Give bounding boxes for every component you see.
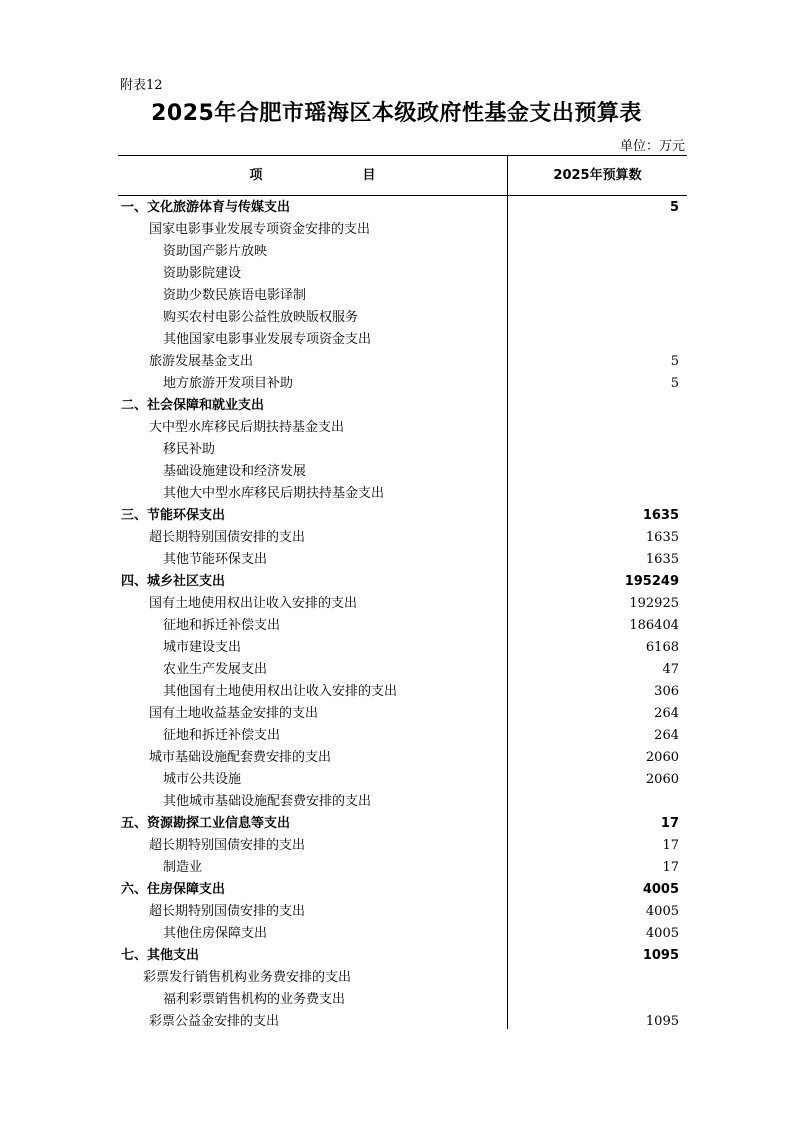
row-name: 国家电影事业发展专项资金安排的支出 [149, 222, 371, 237]
row-value: 195249 [624, 574, 679, 589]
row-value: 1095 [642, 948, 679, 963]
row-value: 5 [670, 354, 679, 369]
row-name: 国有土地收益基金安排的支出 [149, 706, 319, 721]
unit-label: 单位：万元 [619, 139, 685, 154]
header-bottom-border [118, 195, 687, 196]
table-row [118, 703, 687, 725]
row-value: 4005 [645, 926, 679, 941]
table-row [118, 263, 687, 285]
table-row [118, 989, 687, 1011]
table-row [118, 483, 687, 505]
row-name: 旅游发展基金支出 [149, 354, 254, 369]
row-name: 其他国有土地使用权出让收入安排的支出 [163, 684, 398, 699]
row-value: 264 [654, 706, 679, 721]
category-row [118, 197, 687, 219]
header-year: 2025年预算数 [553, 168, 642, 183]
table-row [118, 461, 687, 483]
row-name: 地方旅游开发项目补助 [163, 376, 294, 391]
row-value: 264 [654, 728, 679, 743]
row-value: 2060 [645, 772, 679, 787]
row-name: 六、住房保障支出 [121, 882, 226, 897]
row-name: 征地和拆迁补偿支出 [163, 618, 281, 633]
row-name: 大中型水库移民后期扶持基金支出 [149, 420, 345, 435]
row-name: 彩票发行销售机构业务费安排的支出 [143, 970, 352, 985]
row-value: 1635 [645, 552, 679, 567]
row-name: 七、其他支出 [121, 948, 200, 963]
row-value: 17 [662, 860, 679, 875]
row-name: 超长期特别国债安排的支出 [149, 904, 306, 919]
row-value: 5 [669, 200, 679, 215]
table-row [118, 923, 687, 945]
row-value: 47 [662, 662, 679, 677]
row-name: 其他城市基础设施配套费安排的支出 [163, 794, 372, 809]
table-row [118, 549, 687, 571]
row-name: 资助少数民族语电影译制 [163, 288, 307, 303]
table-row [118, 241, 687, 263]
row-value: 186404 [629, 618, 679, 633]
category-row [118, 395, 687, 417]
header-item [118, 155, 507, 196]
row-name: 其他住房保障支出 [163, 926, 268, 941]
table-row [118, 1011, 687, 1033]
row-value: 6168 [645, 640, 679, 655]
row-name: 制造业 [163, 860, 203, 875]
row-name: 彩票公益金安排的支出 [149, 1014, 280, 1029]
table-row [118, 725, 687, 747]
table-row [118, 747, 687, 769]
row-value: 192925 [629, 596, 679, 611]
row-value: 5 [670, 376, 679, 391]
category-row [118, 879, 687, 901]
table-body [118, 197, 687, 1033]
attachment-label: 附表12 [120, 78, 163, 93]
row-name: 资助影院建设 [163, 266, 242, 281]
table-row [118, 637, 687, 659]
row-name: 一、文化旅游体育与传媒支出 [121, 200, 291, 215]
table-row [118, 593, 687, 615]
row-name: 城市公共设施 [163, 772, 242, 787]
table-row [118, 967, 687, 989]
row-value: 17 [660, 816, 679, 831]
row-name: 二、社会保障和就业支出 [121, 398, 265, 413]
row-name: 农业生产发展支出 [163, 662, 268, 677]
category-row [118, 505, 687, 527]
table-row [118, 769, 687, 791]
row-value: 306 [654, 684, 679, 699]
table-row [118, 417, 687, 439]
table-row [118, 835, 687, 857]
table-row [118, 373, 687, 395]
category-row [118, 571, 687, 593]
row-value: 1635 [642, 508, 679, 523]
row-name: 三、节能环保支出 [121, 508, 226, 523]
row-value: 2060 [645, 750, 679, 765]
row-name: 五、资源勘探工业信息等支出 [121, 816, 291, 831]
table-row [118, 659, 687, 681]
row-name: 基础设施建设和经济发展 [163, 464, 307, 479]
row-name: 国有土地使用权出让收入安排的支出 [149, 596, 358, 611]
row-name: 购买农村电影公益性放映版权服务 [163, 310, 359, 325]
header-item-left: 项 [249, 168, 263, 183]
table-row [118, 329, 687, 351]
row-value: 1095 [645, 1014, 679, 1029]
row-name: 移民补助 [163, 442, 216, 457]
row-name: 城市基础设施配套费安排的支出 [149, 750, 332, 765]
table-row [118, 219, 687, 241]
table-row [118, 615, 687, 637]
category-row [118, 945, 687, 967]
table-row [118, 285, 687, 307]
page-title: 2025年合肥市瑶海区本级政府性基金支出预算表 [151, 101, 642, 126]
row-name: 城市建设支出 [163, 640, 242, 655]
row-name: 其他大中型水库移民后期扶持基金支出 [163, 486, 385, 501]
table-row [118, 307, 687, 329]
table-row [118, 527, 687, 549]
row-name: 超长期特别国债安排的支出 [149, 530, 306, 545]
row-name: 其他节能环保支出 [163, 552, 268, 567]
row-name: 福利彩票销售机构的业务费支出 [163, 992, 346, 1007]
table-row [118, 857, 687, 879]
table-row [118, 791, 687, 813]
table-row [118, 681, 687, 703]
category-row [118, 813, 687, 835]
row-name: 超长期特别国债安排的支出 [149, 838, 306, 853]
table-row [118, 439, 687, 461]
row-name: 其他国家电影事业发展专项资金支出 [163, 332, 372, 347]
row-value: 4005 [642, 882, 679, 897]
row-name: 征地和拆迁补偿支出 [163, 728, 281, 743]
row-name: 四、城乡社区支出 [121, 574, 226, 589]
header-item-right: 目 [362, 168, 376, 183]
table-row [118, 351, 687, 373]
row-name: 资助国产影片放映 [163, 244, 268, 259]
row-value: 1635 [645, 530, 679, 545]
row-value: 17 [662, 838, 679, 853]
row-value: 4005 [645, 904, 679, 919]
table-row [118, 901, 687, 923]
